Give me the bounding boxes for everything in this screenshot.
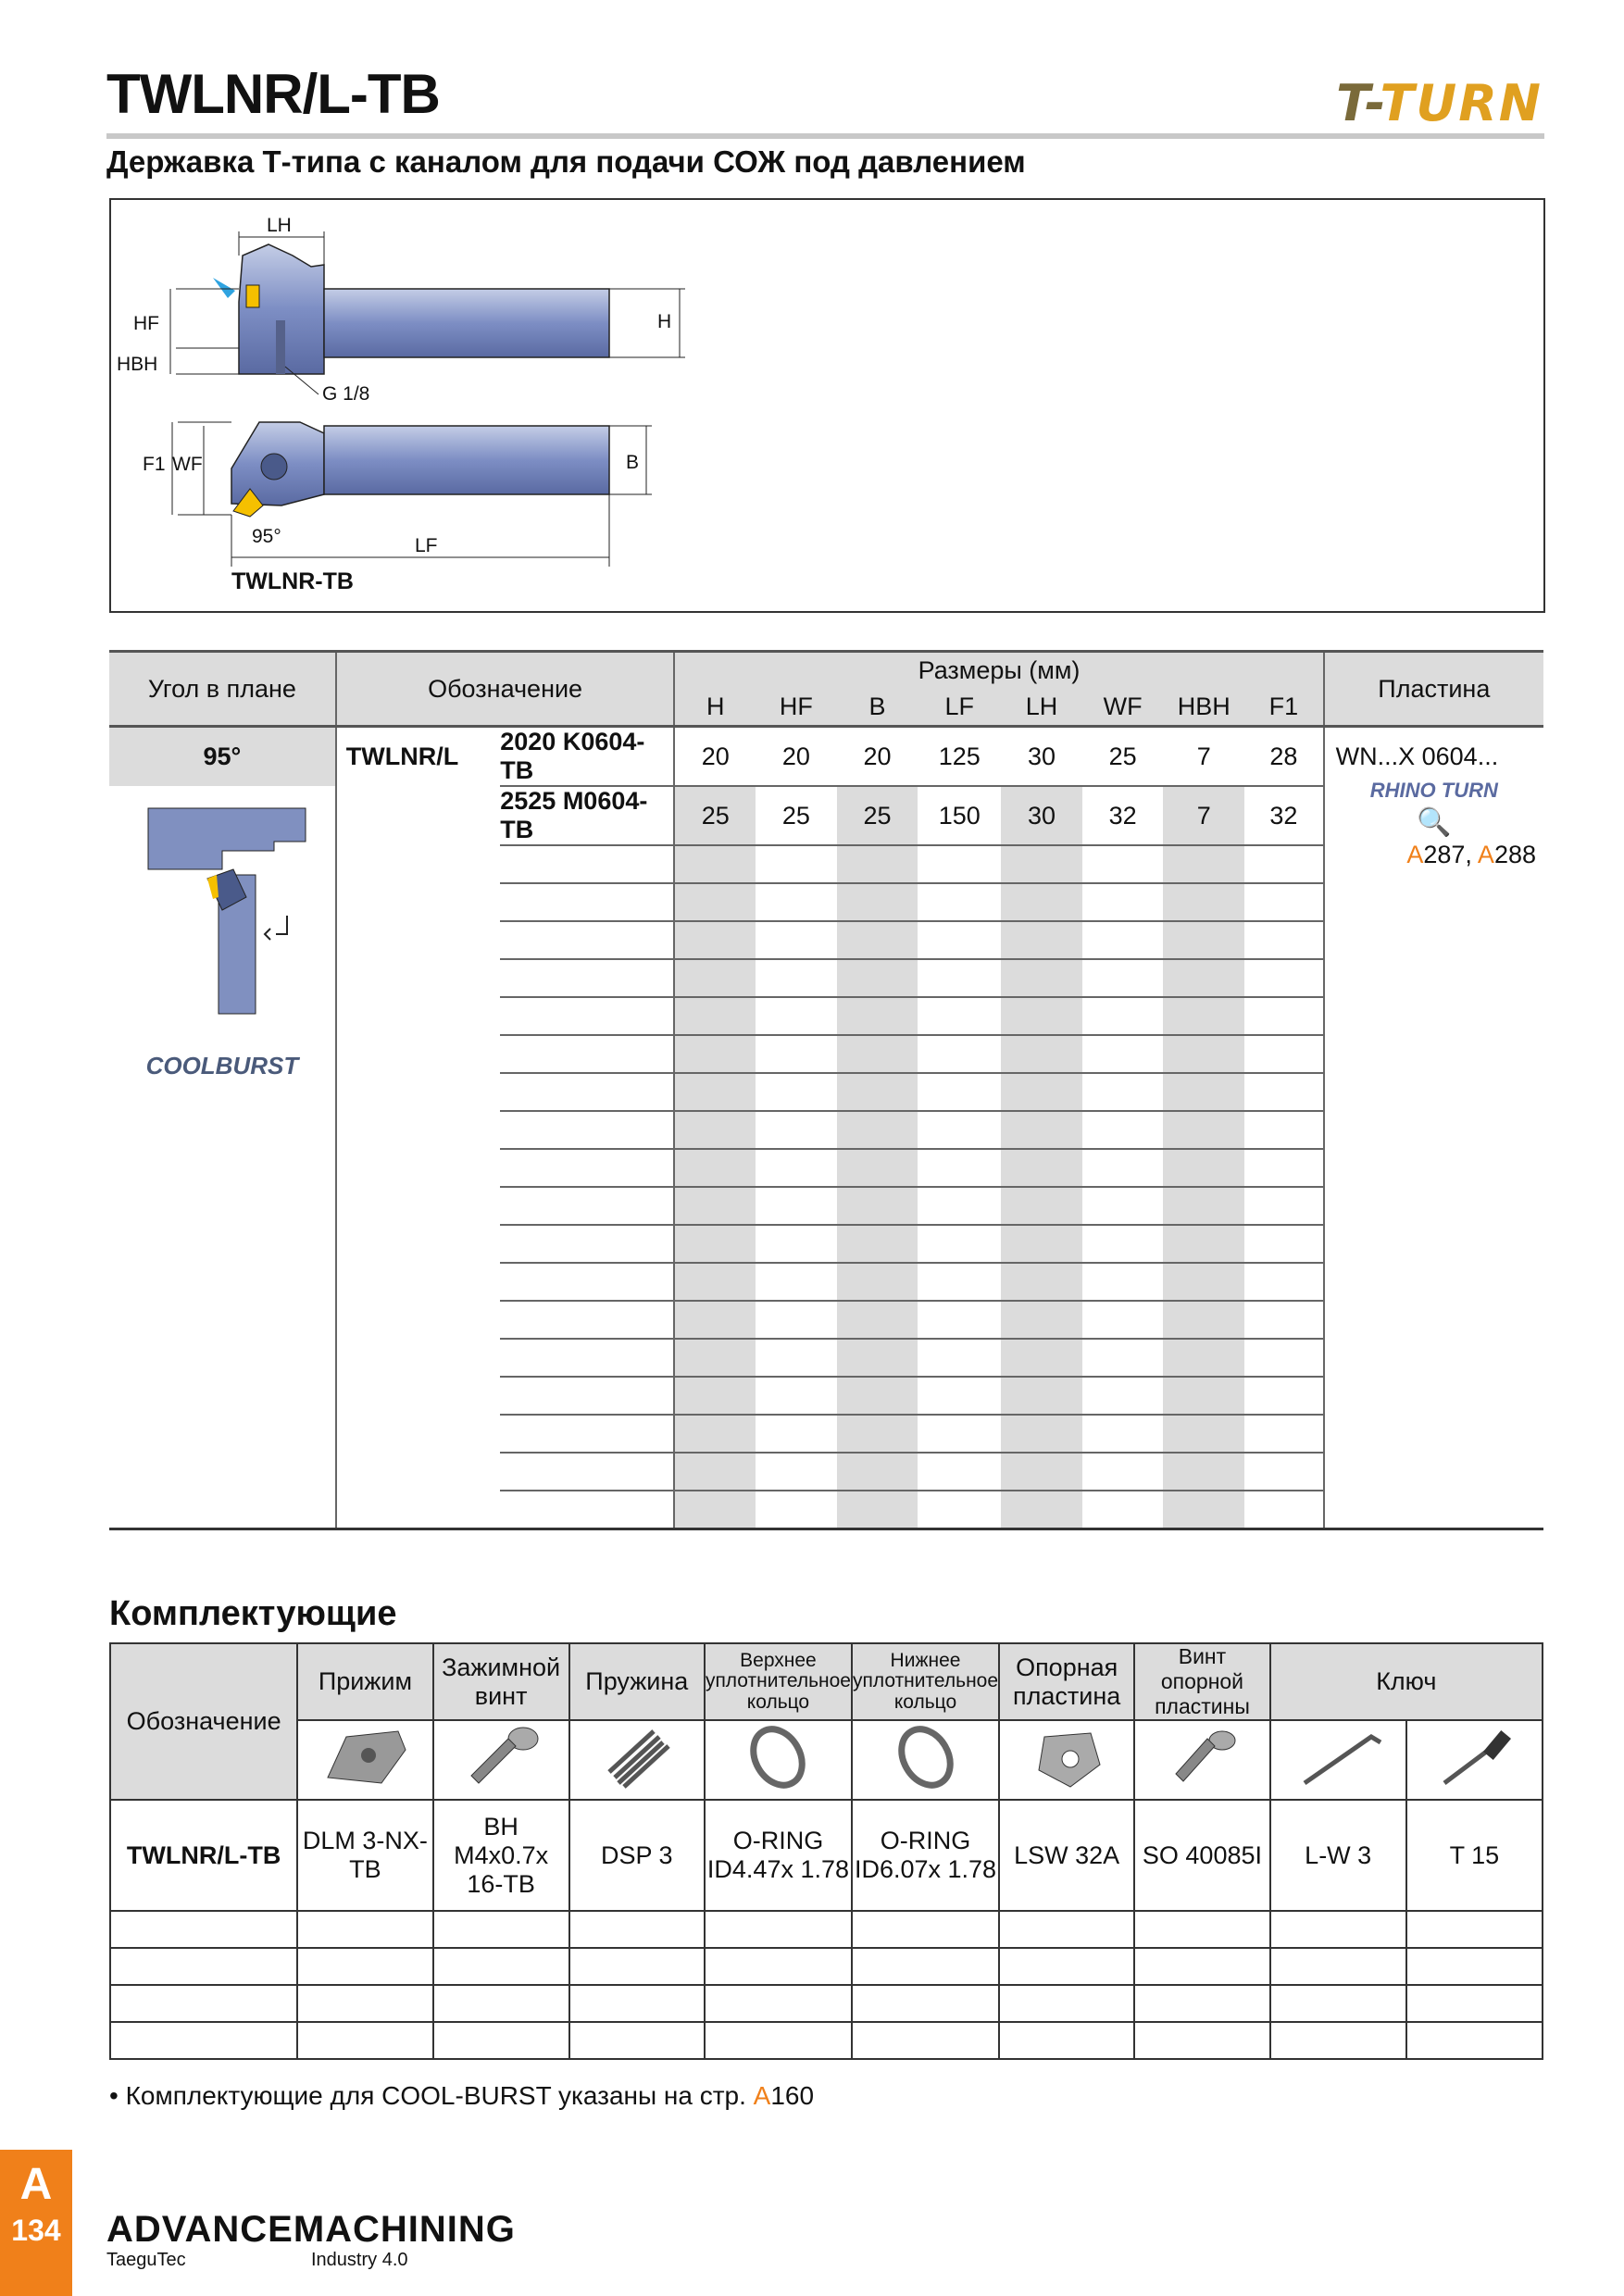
cell-b: 20 — [837, 727, 918, 787]
cell-f1: 32 — [1244, 786, 1324, 845]
acc-clamp: DLM 3-NX-TB — [297, 1800, 432, 1911]
brand-sub-right: Industry 4.0 — [311, 2250, 408, 2270]
cell-hf: 20 — [756, 727, 837, 787]
acc-empty-row — [110, 2022, 1543, 2059]
prefix: TWLNR/L — [336, 727, 500, 787]
acc-key2: T 15 — [1406, 1800, 1543, 1911]
spring-icon — [569, 1720, 705, 1800]
note-ref-prefix[interactable]: A — [753, 2081, 771, 2110]
acc-designation: TWLNR/L-TB — [110, 1800, 297, 1911]
acc-shim-screw: SO 40085I — [1134, 1800, 1269, 1911]
header-dimensions: Размеры (мм) — [674, 652, 1323, 690]
label-b: B — [626, 452, 640, 473]
acc-empty-row — [110, 1948, 1543, 1985]
header-h: H — [674, 689, 756, 727]
acc-header-screw: Зажимной винт — [433, 1643, 569, 1720]
screw-icon — [433, 1720, 569, 1800]
upper-ring-icon — [705, 1720, 852, 1800]
acc-empty-row — [110, 1985, 1543, 2022]
table-row — [109, 727, 1543, 787]
angle-illustration — [109, 786, 336, 1529]
insert-name: WN...X 0604... — [1324, 727, 1543, 787]
acc-shim: LSW 32A — [999, 1800, 1134, 1911]
acc-upper-ring: O-RING ID4.47x 1.78 — [705, 1800, 852, 1911]
page-number: 134 — [11, 2214, 61, 2247]
holder-icon — [130, 786, 315, 1064]
acc-header-designation: Обозначение — [110, 1643, 297, 1800]
header-f1: F1 — [1244, 689, 1324, 727]
diagram-caption: TWLNR-TB — [231, 568, 354, 594]
acc-lower-ring: O-RING ID6.07x 1.78 — [852, 1800, 999, 1911]
code: 2525 M0604-TB — [500, 786, 674, 845]
insert-info — [1324, 779, 1543, 1529]
label-h: H — [657, 311, 672, 332]
tool-drawing — [111, 200, 1543, 611]
accessories-title: Комплектующие — [109, 1594, 397, 1633]
label-lf: LF — [415, 535, 438, 556]
acc-header-key: Ключ — [1270, 1643, 1543, 1720]
acc-screw: BH M4x0.7x 16-TB — [433, 1800, 569, 1911]
clamp-icon — [297, 1720, 432, 1800]
header-designation: Обозначение — [336, 652, 675, 727]
page-title: TWLNR/L-TB — [106, 63, 440, 125]
key-l-icon — [1270, 1720, 1406, 1800]
header-hbh: HBH — [1163, 689, 1244, 727]
cell-f1: 28 — [1244, 727, 1324, 787]
note-ref-num[interactable]: 160 — [770, 2081, 815, 2110]
angle-value: 95° — [109, 727, 336, 787]
label-hf: HF — [133, 313, 159, 334]
section-letter: A — [19, 2160, 53, 2209]
tturn-logo: T-TURN — [1336, 74, 1543, 132]
cell-lf: 150 — [918, 786, 1001, 845]
brand-logo: ADVANCEMACHINING — [106, 2209, 516, 2250]
page-subtitle: Державка Т-типа с каналом для подачи СОЖ под давлением — [106, 144, 1026, 179]
rhinoturn-logo: RHINO TURN — [1369, 779, 1498, 802]
label-95: 95° — [252, 526, 281, 547]
page-tab — [0, 2150, 72, 2296]
cell-wf: 32 — [1082, 786, 1164, 845]
page-reference[interactable]: A287, A288 — [1406, 841, 1536, 868]
cell-hbh: 7 — [1163, 786, 1244, 845]
cell-hbh: 7 — [1163, 727, 1244, 787]
header-lh: LH — [1001, 689, 1082, 727]
header-hf: HF — [756, 689, 837, 727]
label-hbh: HBH — [117, 354, 158, 375]
coolburst-logo: COOLBURST — [145, 1052, 299, 1079]
cell-b: 25 — [837, 786, 918, 845]
cell-h: 20 — [674, 727, 756, 787]
acc-header-lower-ring: Нижнее уплотнительное кольцо — [852, 1643, 999, 1720]
cell-lh: 30 — [1001, 727, 1082, 787]
lower-ring-icon — [852, 1720, 999, 1800]
label-f1: F1 — [143, 454, 166, 475]
dimensions-table — [109, 650, 1543, 1530]
brand-sub-left: TaeguTec — [106, 2250, 186, 2270]
title-underline — [106, 133, 1544, 139]
header-wf: WF — [1082, 689, 1164, 727]
acc-header-clamp: Прижим — [297, 1643, 432, 1720]
header-lf: LF — [918, 689, 1001, 727]
tool-diagram — [109, 198, 1545, 613]
label-wf: WF — [172, 454, 203, 475]
acc-row — [110, 1800, 1543, 1911]
key-t-icon — [1406, 1720, 1543, 1800]
acc-header-spring: Пружина — [569, 1643, 705, 1720]
cell-lf: 125 — [918, 727, 1001, 787]
acc-empty-row — [110, 1911, 1543, 1948]
shim-screw-icon — [1134, 1720, 1269, 1800]
footnote: • Комплектующие для COOL-BURST указаны на стр. A160 — [109, 2081, 815, 2110]
acc-header-shim-screw: Винт опорной пластины — [1134, 1643, 1269, 1720]
label-lh: LH — [267, 215, 292, 236]
header-angle: Угол в плане — [109, 652, 336, 727]
magnifier-icon[interactable]: 🔍 — [1417, 807, 1452, 838]
acc-header-upper-ring: Верхнее уплотнительное кольцо — [705, 1643, 852, 1720]
table-row — [109, 786, 1543, 845]
acc-header-shim: Опорная пластина — [999, 1643, 1134, 1720]
accessories-table — [109, 1642, 1543, 2060]
header-b: B — [837, 689, 918, 727]
cell-hf: 25 — [756, 786, 837, 845]
label-g18: G 1/8 — [322, 383, 370, 405]
shim-icon — [999, 1720, 1134, 1800]
cell-lh: 30 — [1001, 786, 1082, 845]
acc-key1: L-W 3 — [1270, 1800, 1406, 1911]
header-insert: Пластина — [1324, 652, 1543, 727]
cell-h: 25 — [674, 786, 756, 845]
acc-spring: DSP 3 — [569, 1800, 705, 1911]
code: 2020 K0604-TB — [500, 727, 674, 787]
cell-wf: 25 — [1082, 727, 1164, 787]
